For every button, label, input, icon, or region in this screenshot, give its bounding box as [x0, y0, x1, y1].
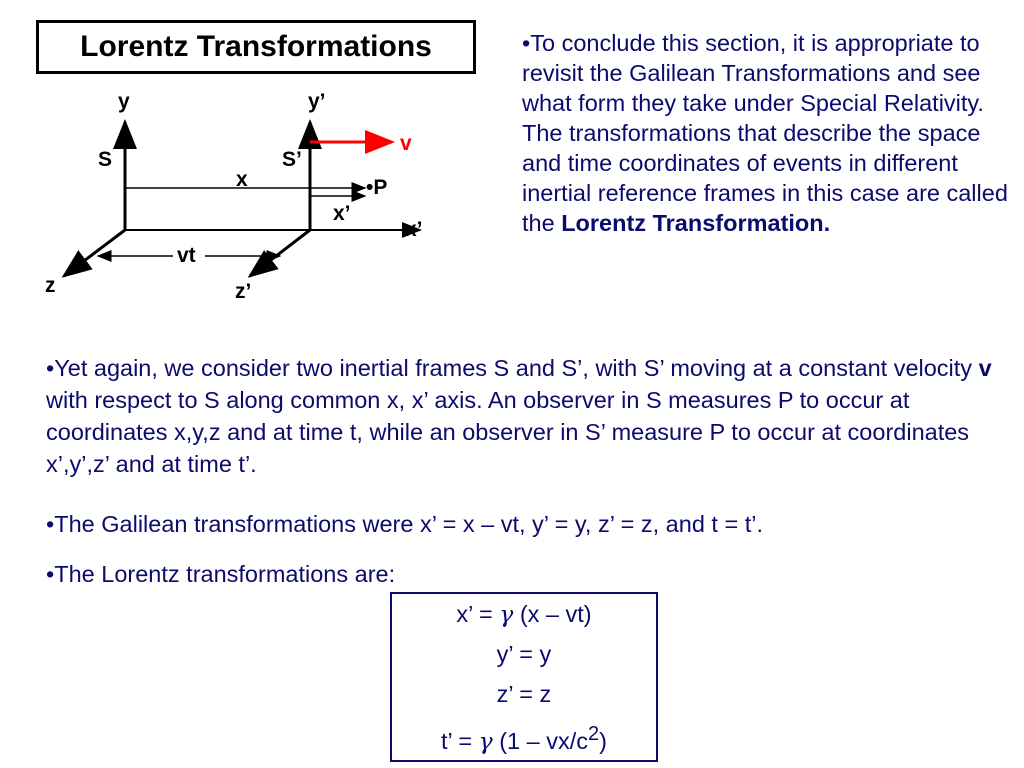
intro-text: •To conclude this section, it is appropriate to revisit the Galilean Transformations and see what form they take under Special Relativity. The transformations that describe the space and time coordinates of events in different inertial reference frames in this case are called the — [522, 30, 1008, 236]
eq-x-left: x’ = — [456, 601, 500, 627]
label-v: v — [400, 132, 412, 155]
eq-x-right: (x – vt) — [513, 601, 592, 627]
label-vt: vt — [177, 244, 196, 267]
eq-t-exponent: 2 — [588, 723, 600, 745]
eq-t-right: (1 – vx/c — [492, 727, 589, 754]
frames-text-after: with respect to S along common x, x’ axis. An observer in S measures P to occur at coordinates x,y,z and at time t, while an observer in S’ measure P to occur at coordinates x’,y’,z’ and at time t’. — [46, 387, 970, 477]
label-y: y — [118, 90, 130, 113]
gamma-symbol: γ — [499, 600, 514, 628]
galilean-bullet: •The Galilean transformations were x’ = x – vt, y’ = y, z’ = z, and t = t’. — [46, 511, 764, 537]
label-x-prime-inner: x’ — [333, 202, 351, 225]
reference-frames-diagram — [30, 80, 480, 310]
equation-t — [392, 714, 656, 754]
velocity-bold: v — [978, 355, 992, 381]
label-z-prime: z’ — [235, 280, 252, 303]
lorentz-bullet: •The Lorentz transformations are: — [46, 561, 396, 587]
equations-box — [390, 592, 658, 762]
equation-y: y’ = y — [496, 641, 552, 667]
label-s: S — [98, 148, 113, 171]
intro-bold-text: Lorentz Transformation. — [561, 210, 831, 236]
label-p: •P — [366, 176, 388, 199]
slide-title: Lorentz Transformations — [36, 20, 476, 74]
gamma-symbol: γ — [478, 726, 493, 755]
label-z: z — [45, 274, 56, 297]
s-prime-z-axis — [250, 230, 310, 276]
intro-bullet — [522, 28, 1012, 238]
frames-text-before: •Yet again, we consider two inertial frames S and S’, with S’ moving at a constant velocity — [46, 355, 979, 381]
eq-t-close: ) — [599, 727, 607, 754]
label-s-prime: S’ — [282, 148, 302, 171]
equation-z: z’ = z — [496, 681, 552, 707]
eq-t-left: t’ = — [440, 727, 479, 754]
label-x-prime-axis: x’ — [405, 218, 423, 241]
equation-x — [392, 594, 656, 634]
label-x: x — [236, 168, 248, 191]
s-z-axis — [64, 230, 125, 276]
frames-bullet — [46, 352, 1006, 480]
label-y-prime: y’ — [308, 90, 326, 113]
